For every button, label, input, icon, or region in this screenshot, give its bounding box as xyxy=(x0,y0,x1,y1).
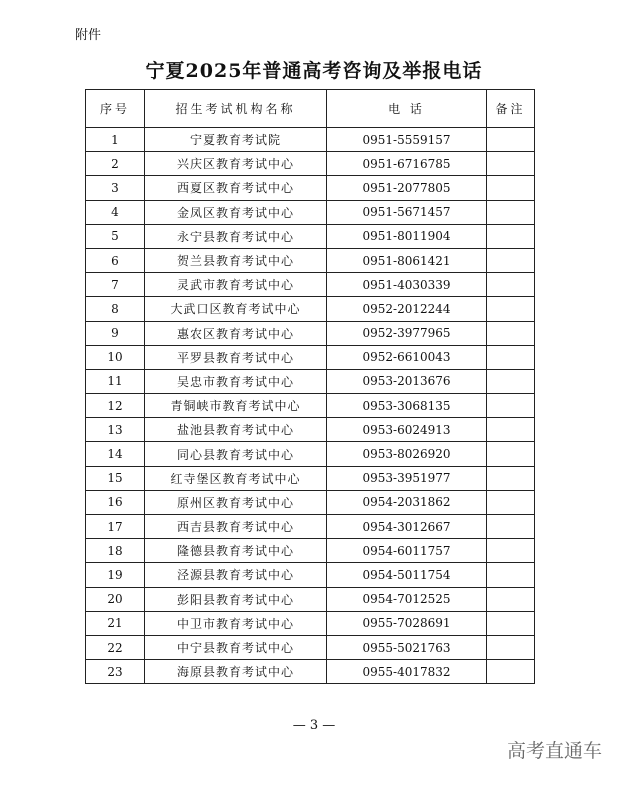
cell-note xyxy=(487,394,535,418)
cell-note xyxy=(487,539,535,563)
cell-index: 23 xyxy=(86,660,145,684)
cell-phone: 0952-3977965 xyxy=(327,321,487,345)
header-index: 序号 xyxy=(86,90,145,128)
table-row xyxy=(86,224,535,248)
cell-phone: 0953-6024913 xyxy=(327,418,487,442)
cell-note xyxy=(487,611,535,635)
table-row xyxy=(86,369,535,393)
cell-index: 11 xyxy=(86,369,145,393)
cell-institution-name: 西吉县教育考试中心 xyxy=(145,515,327,539)
cell-institution-name: 盐池县教育考试中心 xyxy=(145,418,327,442)
cell-institution-name: 中宁县教育考试中心 xyxy=(145,635,327,659)
cell-note xyxy=(487,273,535,297)
cell-index: 7 xyxy=(86,273,145,297)
header-note: 备注 xyxy=(487,90,535,128)
document-title: 宁夏2025年普通高考咨询及举报电话 xyxy=(145,60,483,82)
cell-note xyxy=(487,587,535,611)
cell-note xyxy=(487,563,535,587)
cell-phone: 0953-8026920 xyxy=(327,442,487,466)
cell-phone: 0951-8011904 xyxy=(327,224,487,248)
table-header-row xyxy=(86,90,535,128)
cell-index: 15 xyxy=(86,466,145,490)
cell-note xyxy=(487,369,535,393)
cell-note xyxy=(487,152,535,176)
cell-note xyxy=(487,248,535,272)
table-body xyxy=(86,128,535,684)
table-row xyxy=(86,345,535,369)
cell-phone: 0953-3068135 xyxy=(327,394,487,418)
cell-phone: 0954-6011757 xyxy=(327,539,487,563)
table-row xyxy=(86,490,535,514)
cell-phone: 0954-5011754 xyxy=(327,563,487,587)
table-row xyxy=(86,176,535,200)
cell-institution-name: 隆德县教育考试中心 xyxy=(145,539,327,563)
table-row xyxy=(86,563,535,587)
cell-phone: 0951-5559157 xyxy=(327,128,487,152)
cell-phone: 0951-8061421 xyxy=(327,248,487,272)
cell-index: 18 xyxy=(86,539,145,563)
cell-index: 16 xyxy=(86,490,145,514)
cell-institution-name: 兴庆区教育考试中心 xyxy=(145,152,327,176)
cell-index: 12 xyxy=(86,394,145,418)
attachment-label: 附件 xyxy=(75,28,102,43)
cell-note xyxy=(487,635,535,659)
cell-index: 2 xyxy=(86,152,145,176)
cell-index: 9 xyxy=(86,321,145,345)
table-row xyxy=(86,611,535,635)
cell-phone: 0951-5671457 xyxy=(327,200,487,224)
table-row xyxy=(86,321,535,345)
cell-phone: 0954-3012667 xyxy=(327,515,487,539)
cell-note xyxy=(487,200,535,224)
cell-phone: 0951-4030339 xyxy=(327,273,487,297)
table-row xyxy=(86,297,535,321)
cell-institution-name: 宁夏教育考试院 xyxy=(145,128,327,152)
cell-index: 6 xyxy=(86,248,145,272)
cell-phone: 0955-5021763 xyxy=(327,635,487,659)
table-row xyxy=(86,273,535,297)
cell-institution-name: 青铜峡市教育考试中心 xyxy=(145,394,327,418)
cell-index: 4 xyxy=(86,200,145,224)
cell-phone: 0951-6716785 xyxy=(327,152,487,176)
cell-index: 17 xyxy=(86,515,145,539)
table-row xyxy=(86,128,535,152)
cell-note xyxy=(487,224,535,248)
cell-institution-name: 彭阳县教育考试中心 xyxy=(145,587,327,611)
cell-phone: 0953-2013676 xyxy=(327,369,487,393)
cell-institution-name: 同心县教育考试中心 xyxy=(145,442,327,466)
table-row xyxy=(86,539,535,563)
cell-note xyxy=(487,128,535,152)
cell-phone: 0952-6610043 xyxy=(327,345,487,369)
cell-institution-name: 金凤区教育考试中心 xyxy=(145,200,327,224)
header-phone: 电 话 xyxy=(327,90,487,128)
cell-institution-name: 贺兰县教育考试中心 xyxy=(145,248,327,272)
cell-institution-name: 泾源县教育考试中心 xyxy=(145,563,327,587)
cell-note xyxy=(487,515,535,539)
table-row xyxy=(86,466,535,490)
cell-index: 3 xyxy=(86,176,145,200)
cell-phone: 0952-2012244 xyxy=(327,297,487,321)
header-institution-name: 招生考试机构名称 xyxy=(145,90,327,128)
cell-phone: 0954-2031862 xyxy=(327,490,487,514)
cell-note xyxy=(487,297,535,321)
table-row xyxy=(86,587,535,611)
table-row xyxy=(86,152,535,176)
cell-institution-name: 原州区教育考试中心 xyxy=(145,490,327,514)
cell-index: 1 xyxy=(86,128,145,152)
cell-phone: 0951-2077805 xyxy=(327,176,487,200)
cell-institution-name: 惠农区教育考试中心 xyxy=(145,321,327,345)
cell-institution-name: 永宁县教育考试中心 xyxy=(145,224,327,248)
cell-institution-name: 中卫市教育考试中心 xyxy=(145,611,327,635)
cell-phone: 0954-7012525 xyxy=(327,587,487,611)
cell-institution-name: 灵武市教育考试中心 xyxy=(145,273,327,297)
cell-note xyxy=(487,418,535,442)
table-header xyxy=(86,90,535,128)
cell-index: 14 xyxy=(86,442,145,466)
cell-phone: 0953-3951977 xyxy=(327,466,487,490)
cell-institution-name: 大武口区教育考试中心 xyxy=(145,297,327,321)
cell-index: 20 xyxy=(86,587,145,611)
table-row xyxy=(86,515,535,539)
cell-note xyxy=(487,321,535,345)
table-row xyxy=(86,635,535,659)
cell-institution-name: 平罗县教育考试中心 xyxy=(145,345,327,369)
table-row xyxy=(86,442,535,466)
table-row xyxy=(86,200,535,224)
cell-index: 5 xyxy=(86,224,145,248)
cell-phone: 0955-7028691 xyxy=(327,611,487,635)
table-row xyxy=(86,248,535,272)
cell-note xyxy=(487,660,535,684)
cell-note xyxy=(487,442,535,466)
cell-institution-name: 吴忠市教育考试中心 xyxy=(145,369,327,393)
cell-institution-name: 西夏区教育考试中心 xyxy=(145,176,327,200)
cell-index: 22 xyxy=(86,635,145,659)
cell-index: 13 xyxy=(86,418,145,442)
table-row xyxy=(86,394,535,418)
cell-note xyxy=(487,176,535,200)
table-row xyxy=(86,418,535,442)
cell-note xyxy=(487,490,535,514)
cell-index: 10 xyxy=(86,345,145,369)
cell-index: 8 xyxy=(86,297,145,321)
cell-index: 21 xyxy=(86,611,145,635)
cell-note xyxy=(487,345,535,369)
page-number: — 3 — xyxy=(292,718,336,733)
contacts-table xyxy=(85,89,535,684)
cell-institution-name: 海原县教育考试中心 xyxy=(145,660,327,684)
watermark: 高考直通车 xyxy=(506,740,602,762)
cell-index: 19 xyxy=(86,563,145,587)
cell-phone: 0955-4017832 xyxy=(327,660,487,684)
table-row xyxy=(86,660,535,684)
cell-note xyxy=(487,466,535,490)
cell-institution-name: 红寺堡区教育考试中心 xyxy=(145,466,327,490)
